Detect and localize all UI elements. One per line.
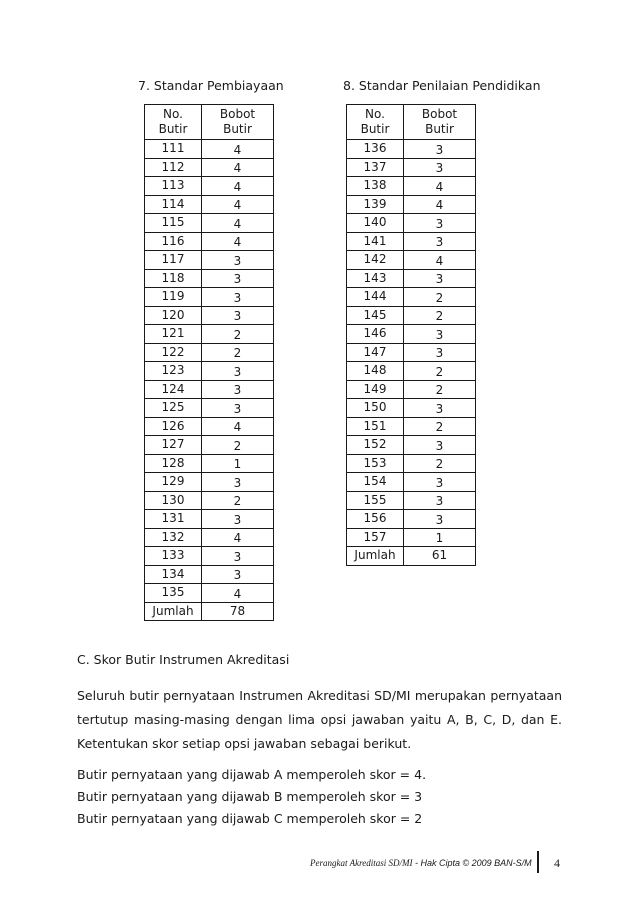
table-row (347, 510, 476, 529)
table-row (347, 343, 476, 362)
cell-no-butir: 120 (145, 306, 202, 325)
footer-divider (537, 851, 539, 873)
table-standar-penilaian (346, 104, 476, 566)
table-row (145, 177, 274, 196)
cell-bobot: 4 (202, 140, 274, 159)
cell-bobot: 4 (202, 177, 274, 196)
cell-no-butir: 155 (347, 491, 404, 510)
cell-bobot: 3 (202, 380, 274, 399)
cell-no-butir: 139 (347, 195, 404, 214)
col-header-no: No. Butir (145, 105, 202, 140)
col-header-no: No. Butir (347, 105, 404, 140)
cell-no-butir: 121 (145, 325, 202, 344)
cell-bobot: 3 (404, 269, 476, 288)
table-row (145, 584, 274, 603)
section-c-title: C. Skor Butir Instrumen Akreditasi (77, 652, 290, 667)
page-number: 4 (554, 856, 560, 870)
cell-bobot: 3 (202, 362, 274, 381)
cell-no-butir: 112 (145, 158, 202, 177)
cell-bobot: 3 (202, 510, 274, 529)
cell-no-butir: 117 (145, 251, 202, 270)
footer-separator: - (412, 858, 421, 868)
table-row (347, 473, 476, 492)
cell-bobot: 3 (404, 473, 476, 492)
table-row (145, 158, 274, 177)
cell-bobot: 4 (202, 232, 274, 251)
cell-bobot: 4 (202, 584, 274, 603)
cell-no-butir: 115 (145, 214, 202, 233)
table-row (145, 454, 274, 473)
cell-no-butir: 140 (347, 214, 404, 233)
score-line-b: Butir pernyataan yang dijawab B memperoleh skor = 3 (77, 789, 423, 804)
cell-bobot: 4 (404, 195, 476, 214)
table-row (145, 380, 274, 399)
cell-bobot: 3 (404, 325, 476, 344)
cell-no-butir: 126 (145, 417, 202, 436)
cell-no-butir: 146 (347, 325, 404, 344)
table-row (347, 362, 476, 381)
cell-bobot: 3 (404, 140, 476, 159)
table-row (347, 214, 476, 233)
table-header-row (347, 105, 476, 140)
cell-bobot: 4 (202, 158, 274, 177)
table-row (145, 232, 274, 251)
table-row (145, 510, 274, 529)
cell-no-butir: 148 (347, 362, 404, 381)
cell-no-butir: 150 (347, 399, 404, 418)
table-row (347, 177, 476, 196)
cell-bobot: 3 (202, 565, 274, 584)
table-row (347, 528, 476, 547)
cell-no-butir: 127 (145, 436, 202, 455)
table-row (347, 306, 476, 325)
cell-no-butir: 116 (145, 232, 202, 251)
table-row (145, 362, 274, 381)
table-row (145, 288, 274, 307)
table-total-row (347, 547, 476, 566)
table-row (145, 436, 274, 455)
cell-bobot: 4 (202, 195, 274, 214)
cell-no-butir: 114 (145, 195, 202, 214)
cell-no-butir: 142 (347, 251, 404, 270)
cell-bobot: 2 (404, 417, 476, 436)
cell-no-butir: 132 (145, 528, 202, 547)
cell-bobot: 1 (404, 528, 476, 547)
cell-no-butir: 119 (145, 288, 202, 307)
col-header-bobot: Bobot Butir (202, 105, 274, 140)
cell-bobot: 4 (202, 214, 274, 233)
cell-bobot: 3 (404, 214, 476, 233)
cell-no-butir: 123 (145, 362, 202, 381)
cell-no-butir: 128 (145, 454, 202, 473)
cell-no-butir: 151 (347, 417, 404, 436)
table-row (145, 214, 274, 233)
table-row (145, 417, 274, 436)
table-row (347, 158, 476, 177)
total-value: 78 (202, 602, 274, 621)
cell-no-butir: 131 (145, 510, 202, 529)
cell-bobot: 3 (202, 269, 274, 288)
total-label: Jumlah (347, 547, 404, 566)
cell-bobot: 2 (404, 362, 476, 381)
table-row (347, 232, 476, 251)
cell-no-butir: 157 (347, 528, 404, 547)
cell-bobot: 2 (202, 343, 274, 362)
footer-doc-title: Perangkat Akreditasi SD/MI (310, 858, 413, 868)
cell-no-butir: 153 (347, 454, 404, 473)
table-row (347, 417, 476, 436)
cell-no-butir: 129 (145, 473, 202, 492)
table-row (145, 528, 274, 547)
cell-bobot: 3 (404, 510, 476, 529)
cell-no-butir: 135 (145, 584, 202, 603)
cell-bobot: 3 (404, 491, 476, 510)
table-row (145, 251, 274, 270)
cell-no-butir: 111 (145, 140, 202, 159)
cell-no-butir: 137 (347, 158, 404, 177)
table-row (145, 491, 274, 510)
cell-bobot: 3 (202, 473, 274, 492)
page-footer (310, 858, 532, 869)
cell-bobot: 4 (202, 528, 274, 547)
cell-no-butir: 136 (347, 140, 404, 159)
cell-no-butir: 143 (347, 269, 404, 288)
table-row (347, 269, 476, 288)
cell-bobot: 2 (404, 454, 476, 473)
table-row (347, 380, 476, 399)
table-row (347, 325, 476, 344)
table-standar-pembiayaan (144, 104, 274, 621)
table-row (347, 251, 476, 270)
table-row (347, 491, 476, 510)
section-8-title: 8. Standar Penilaian Pendidikan (343, 78, 541, 93)
cell-bobot: 3 (202, 399, 274, 418)
cell-no-butir: 133 (145, 547, 202, 566)
cell-bobot: 1 (202, 454, 274, 473)
section-c-paragraph: Seluruh butir pernyataan Instrumen Akreditasi SD/MI merupakan pernyataan tertutup masing-masing dengan lima opsi jawaban yaitu A, B, C, D, dan E. Ketentukan skor setiap opsi jawaban sebagai berikut. (77, 688, 562, 751)
cell-no-butir: 141 (347, 232, 404, 251)
cell-bobot: 3 (202, 547, 274, 566)
table-row (347, 436, 476, 455)
cell-bobot: 2 (202, 491, 274, 510)
table-row (145, 565, 274, 584)
score-line-a: Butir pernyataan yang dijawab A memperoleh skor = 4. (77, 767, 427, 782)
total-label: Jumlah (145, 602, 202, 621)
table-row (145, 269, 274, 288)
cell-no-butir: 122 (145, 343, 202, 362)
cell-no-butir: 152 (347, 436, 404, 455)
table-row (347, 399, 476, 418)
table-row (347, 288, 476, 307)
cell-no-butir: 125 (145, 399, 202, 418)
cell-bobot: 3 (202, 288, 274, 307)
table-total-row (145, 602, 274, 621)
table-row (347, 195, 476, 214)
table-row (145, 343, 274, 362)
cell-bobot: 3 (404, 399, 476, 418)
cell-bobot: 2 (404, 288, 476, 307)
cell-no-butir: 147 (347, 343, 404, 362)
cell-no-butir: 124 (145, 380, 202, 399)
cell-bobot: 2 (404, 306, 476, 325)
cell-no-butir: 144 (347, 288, 404, 307)
table-header-row (145, 105, 274, 140)
table-row (347, 140, 476, 159)
cell-no-butir: 134 (145, 565, 202, 584)
table-row (145, 140, 274, 159)
cell-bobot: 4 (404, 251, 476, 270)
cell-bobot: 2 (202, 436, 274, 455)
cell-no-butir: 138 (347, 177, 404, 196)
cell-bobot: 3 (202, 306, 274, 325)
cell-bobot: 2 (404, 380, 476, 399)
table-row (347, 454, 476, 473)
table-row (145, 195, 274, 214)
table-row (145, 547, 274, 566)
cell-no-butir: 130 (145, 491, 202, 510)
footer-copyright: Hak Cipta © 2009 BAN-S/M (420, 858, 532, 868)
cell-bobot: 4 (202, 417, 274, 436)
cell-no-butir: 154 (347, 473, 404, 492)
table-row (145, 306, 274, 325)
cell-no-butir: 156 (347, 510, 404, 529)
table-row (145, 399, 274, 418)
table-row (145, 473, 274, 492)
cell-bobot: 3 (404, 232, 476, 251)
cell-no-butir: 113 (145, 177, 202, 196)
score-line-c: Butir pernyataan yang dijawab C memperoleh skor = 2 (77, 811, 423, 826)
total-value: 61 (404, 547, 476, 566)
cell-no-butir: 118 (145, 269, 202, 288)
col-header-bobot: Bobot Butir (404, 105, 476, 140)
cell-bobot: 3 (404, 436, 476, 455)
cell-bobot: 3 (404, 343, 476, 362)
cell-bobot: 2 (202, 325, 274, 344)
section-7-title: 7. Standar Pembiayaan (138, 78, 284, 93)
cell-bobot: 3 (202, 251, 274, 270)
cell-no-butir: 145 (347, 306, 404, 325)
table-row (145, 325, 274, 344)
cell-bobot: 3 (404, 158, 476, 177)
cell-no-butir: 149 (347, 380, 404, 399)
cell-bobot: 4 (404, 177, 476, 196)
